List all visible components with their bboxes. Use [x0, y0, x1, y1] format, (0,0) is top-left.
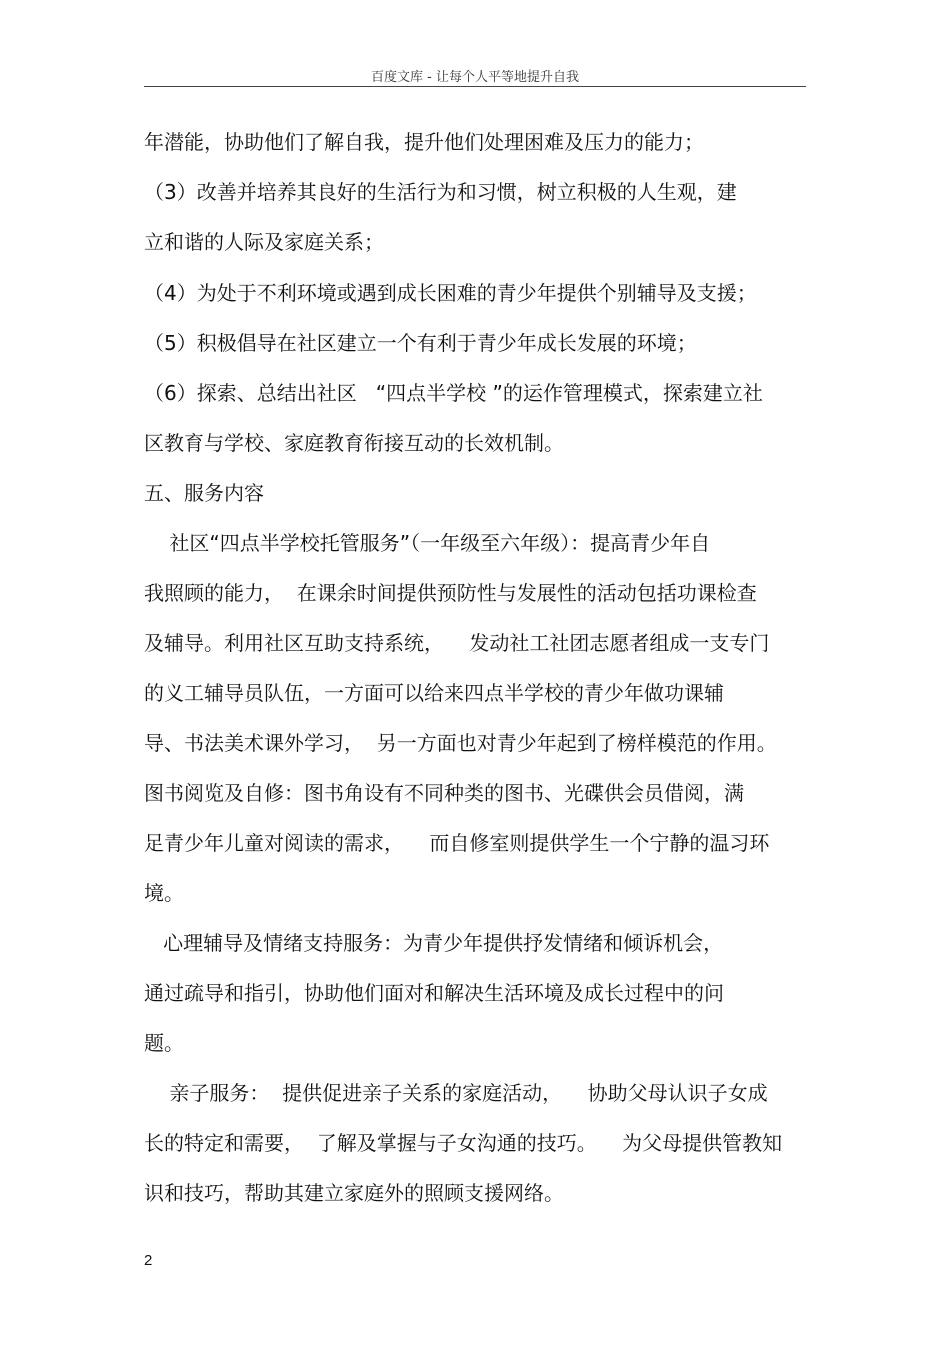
text-line: 长的特定和需要， 了解及掌握与子女沟通的技巧。 为父母提供管教知: [144, 1131, 783, 1155]
text-line: 及辅导。利用社区互助支持系统， 发动社工社团志愿者组成一支专门: [144, 631, 770, 655]
text-line: （4）为处于不利环境或遇到成长困难的青少年提供个别辅导及支援；: [144, 281, 757, 305]
text-line: 境。: [144, 881, 184, 905]
text-line: 区教育与学校、家庭教育衔接互动的长效机制。: [144, 431, 564, 455]
text-line: 亲子服务： 提供促进亲子关系的家庭活动， 协助父母认识子女成: [144, 1081, 768, 1105]
text-line: 图书阅览及自修：图书角设有不同种类的图书、光碟供会员借阅，满: [144, 781, 744, 805]
text-line: 心理辅导及情绪支持服务：为青少年提供抒发情绪和倾诉机会，: [144, 931, 724, 955]
text-line: 题。: [144, 1031, 184, 1055]
text-line: 我照顾的能力， 在课余时间提供预防性与发展性的活动包括功课检查: [144, 581, 757, 605]
section-heading: 五、服务内容: [144, 481, 264, 505]
text-line: 年潜能，协助他们了解自我，提升他们处理困难及压力的能力；: [144, 130, 704, 154]
header-divider: [144, 86, 806, 87]
text-line: （3）改善并培养其良好的生活行为和习惯，树立积极的人生观，建: [144, 180, 737, 204]
text-line: （5）积极倡导在社区建立一个有利于青少年成长发展的环境；: [144, 331, 697, 355]
text-line: 足青少年儿童对阅读的需求， 而自修室则提供学生一个宁静的温习环: [144, 831, 770, 855]
text-line: 社区“四点半学校托管服务”（一年级至六年级）：提高青少年自: [144, 531, 711, 555]
page-header: 百度文库 - 让每个人平等地提升自我: [371, 70, 579, 85]
text-line: 通过疏导和指引，协助他们面对和解决生活环境及成长过程中的问: [144, 981, 724, 1005]
text-line: 立和谐的人际及家庭关系；: [144, 230, 384, 254]
text-line: 识和技巧，帮助其建立家庭外的照顾支援网络。: [144, 1181, 564, 1205]
text-line: 导、书法美术课外学习， 另一方面也对青少年起到了榜样模范的作用。: [144, 731, 777, 755]
text-line: 的义工辅导员队伍，一方面可以给来四点半学校的青少年做功课辅: [144, 681, 724, 705]
text-line: （6）探索、总结出社区 “四点半学校 ”的运作管理模式，探索建立社: [144, 381, 763, 405]
page-number: 2: [144, 1252, 153, 1269]
